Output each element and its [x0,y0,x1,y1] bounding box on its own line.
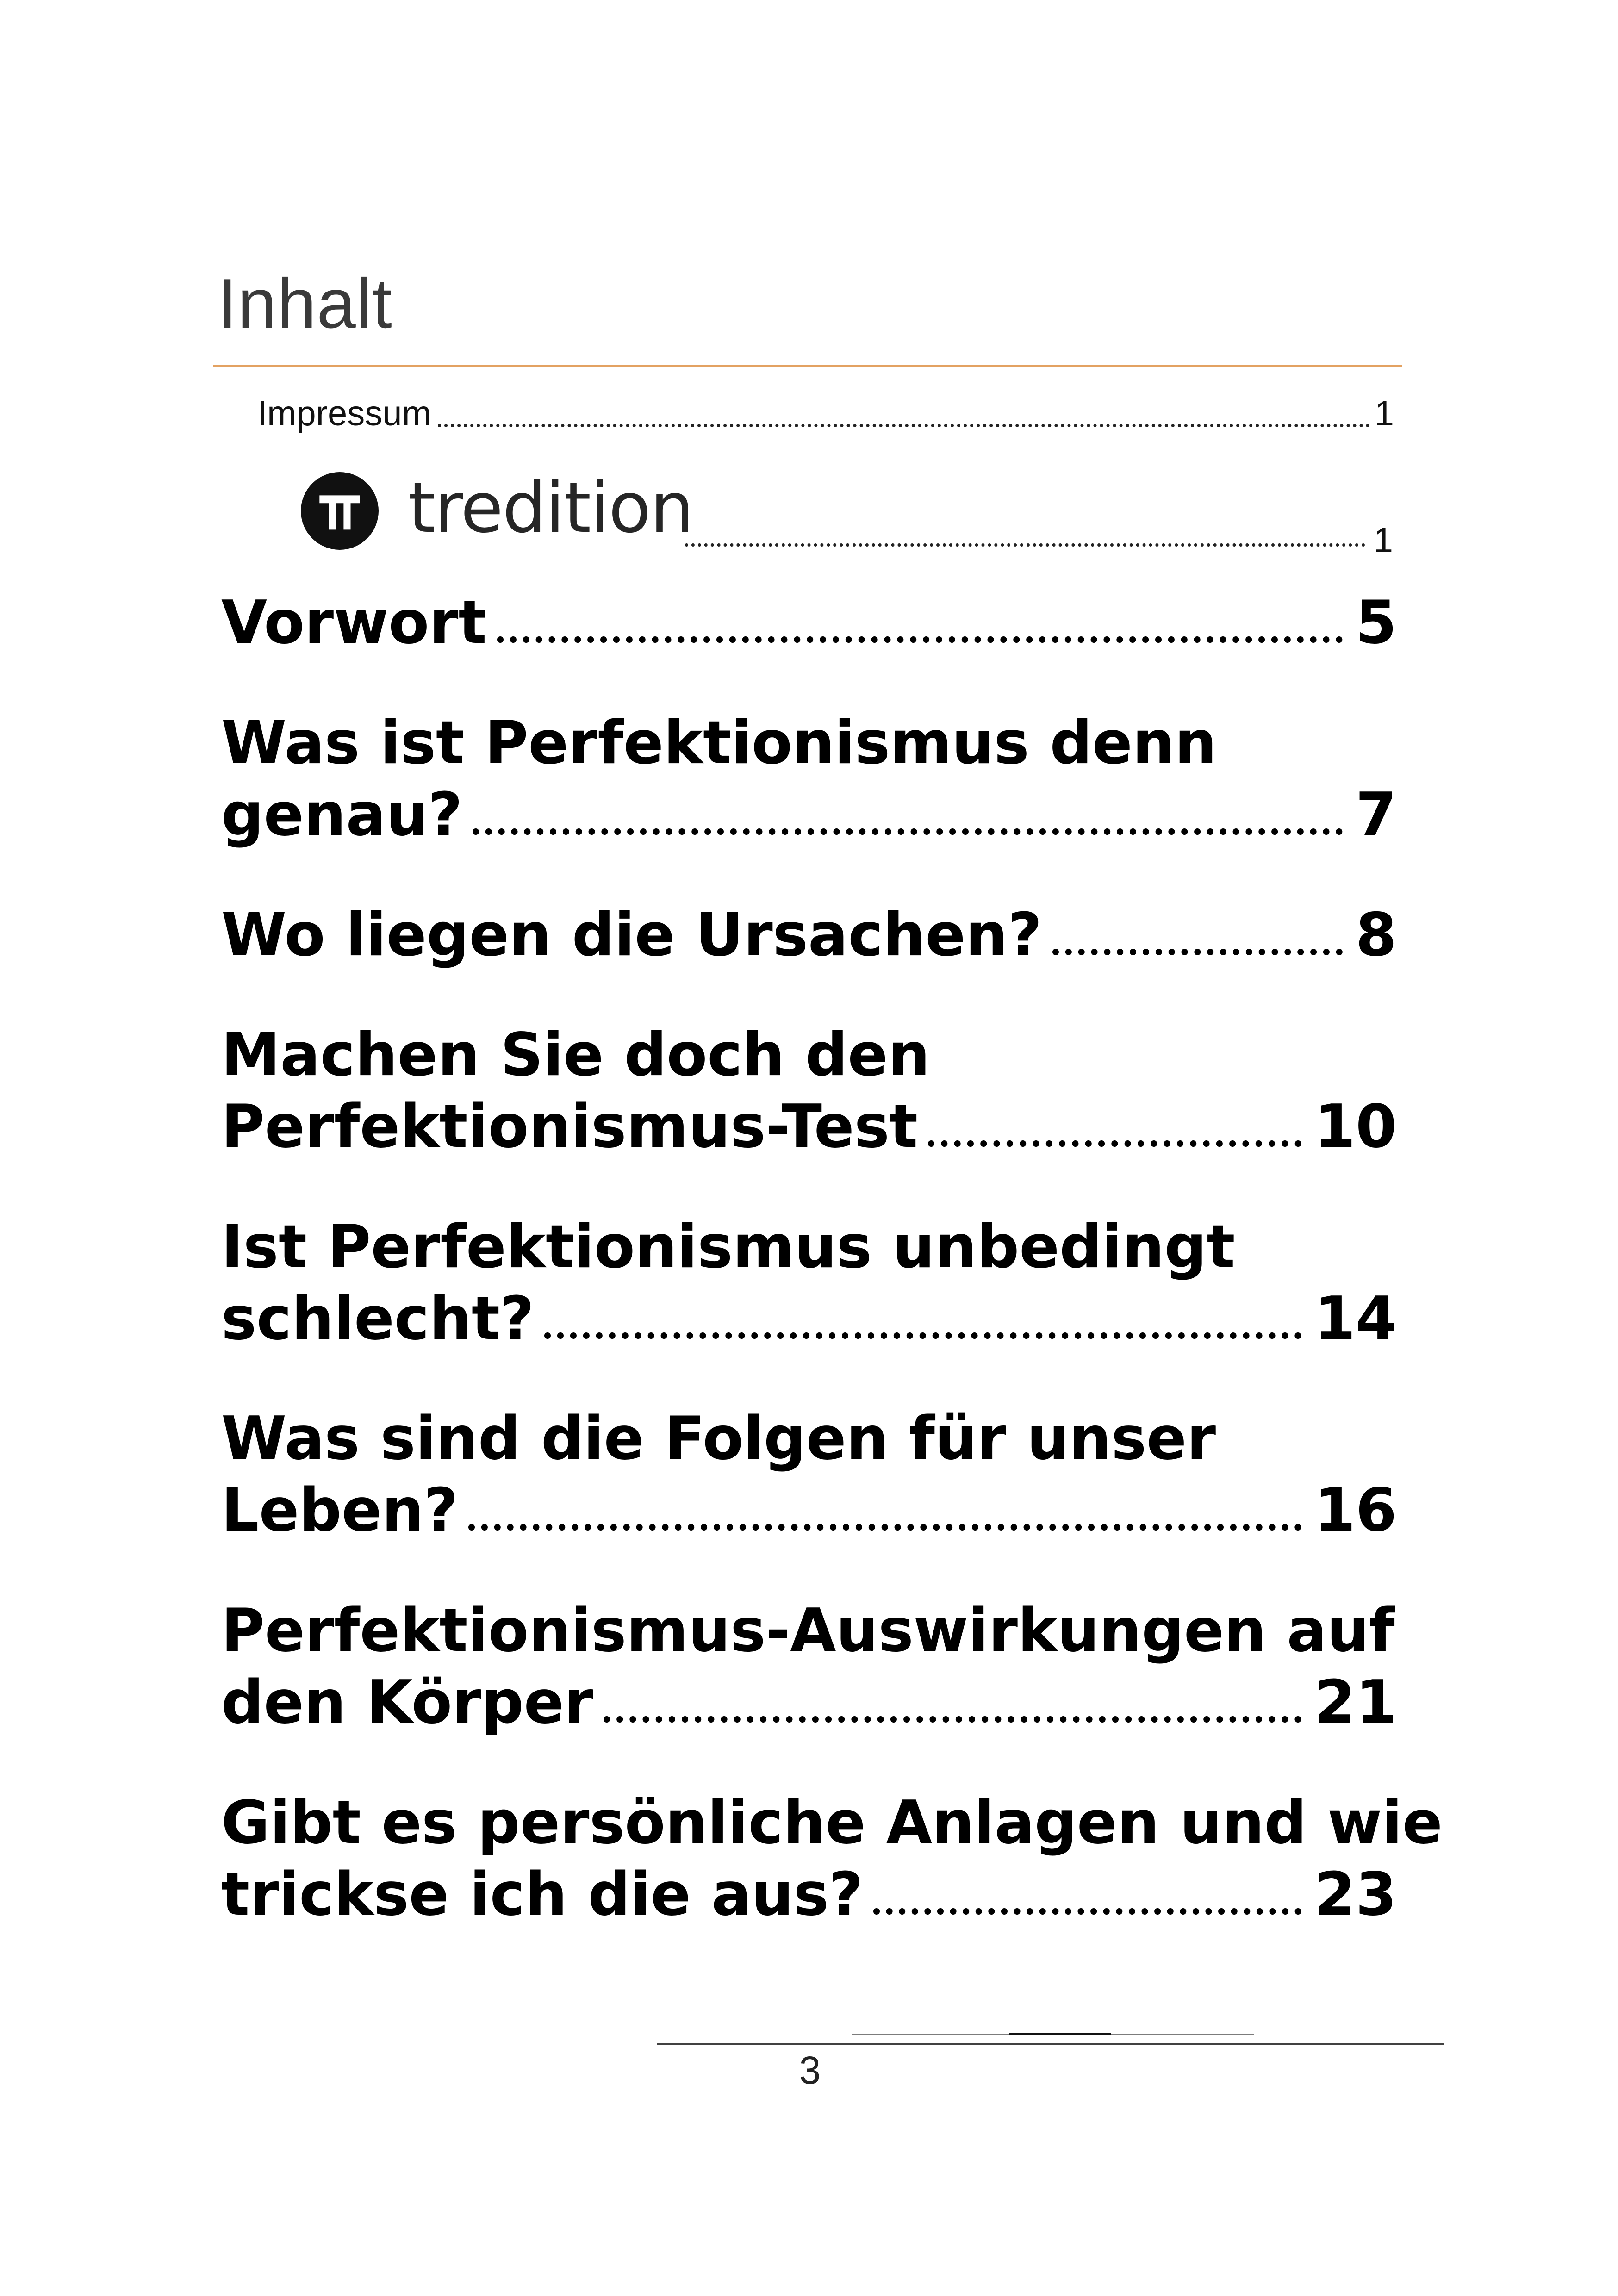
toc-leader-dots [438,424,1370,427]
toc-entry-impressum[interactable] [257,393,1394,434]
toc-leader-dots [685,543,1365,547]
toc-entry-vorwort[interactable] [221,587,1397,659]
footer-divider-accent [1009,2033,1111,2035]
toc-entry-page: 14 [1314,1284,1397,1353]
toc-entry-page: 21 [1314,1668,1397,1737]
toc-entry-unbedingt-schlecht[interactable] [221,1211,1397,1355]
toc-entry-title-line2: genau? [221,780,463,849]
toc-entry-perfektionismus-test[interactable] [221,1019,1397,1163]
toc-entry-perfektionismus-genau[interactable] [221,707,1397,851]
toc-entry-title-line2: trickse ich die aus? [221,1860,863,1929]
footer-divider-lower [657,2043,1444,2045]
toc-entry-persoenliche-anlagen[interactable] [221,1787,1443,1930]
toc-entry-title-line1: Was sind die Folgen für unser [221,1404,1216,1473]
toc-leader-dots [544,1332,1301,1339]
toc-leader-dots [873,1908,1301,1915]
tredition-logo-text: tredition [408,468,693,548]
toc-entry-title-line1: Machen Sie doch den [221,1020,930,1089]
toc-entry-ursachen[interactable] [221,899,1397,971]
toc-entry-auswirkungen-koerper[interactable] [221,1595,1397,1738]
toc-entry-title: Vorwort [221,588,487,657]
toc-leader-dots [604,1716,1301,1723]
toc-leader-dots [928,1140,1301,1147]
toc-entry-label: Impressum [257,394,431,433]
toc-entry-title-line1: Perfektionismus-Auswirkungen auf [221,1596,1395,1665]
page-title: Inhalt [218,264,392,343]
toc-leader-dots [468,1524,1301,1531]
toc-entry-page: 23 [1314,1860,1397,1929]
toc-entry-page: 1 [1373,521,1393,560]
toc-entry-page: 1 [1374,394,1394,433]
toc-entry-page: 5 [1355,588,1397,657]
title-divider [213,365,1402,367]
toc-entry-title-line2: Leben? [221,1476,459,1545]
toc-entry-title-line2: Perfektionismus-Test [221,1092,918,1161]
toc-entry-folgen-leben[interactable] [221,1403,1397,1546]
toc-entry-title-line1: Ist Perfektionismus unbedingt [221,1213,1235,1282]
toc-entry-page: 10 [1314,1092,1397,1161]
toc-entry-title-line2: schlecht? [221,1284,535,1353]
toc-leader-dots [1052,949,1343,955]
toc-leader-dots [497,636,1343,643]
toc-entry-title-line1: Gibt es persönliche Anlagen und wie [221,1788,1443,1857]
toc-entry-page: 8 [1355,901,1397,970]
toc-entry-page: 7 [1355,780,1397,849]
toc-entry-page: 16 [1314,1476,1397,1545]
toc-entry-title-line1: Was ist Perfektionismus denn [221,709,1217,778]
toc-entry-title-line2: den Körper [221,1668,593,1737]
toc-leader-dots [473,828,1343,835]
tredition-logo-icon [301,472,379,550]
toc-entry-tredition[interactable] [301,467,1393,560]
toc-entry-title: Wo liegen die Ursachen? [221,901,1042,970]
page-number: 3 [799,2048,821,2092]
